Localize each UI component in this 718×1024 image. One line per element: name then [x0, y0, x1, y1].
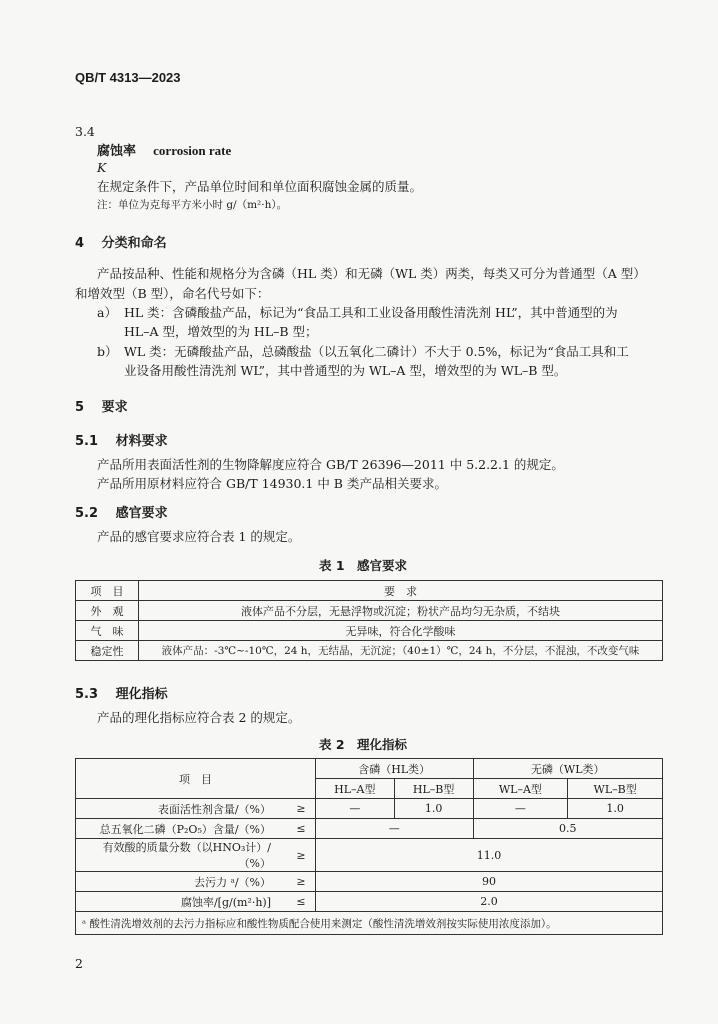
- list-b-line1: WL 类：无磷酸盐产品，总磷酸盐（以五氧化二磷计）不大于 0.5%，标记为“食品工具和工: [124, 344, 629, 359]
- list-b-line2: 业设备用酸性清洗剂 WL”，其中普通型的为 WL–A 型，增效型的为 WL–B 型。: [124, 363, 567, 378]
- table1-caption: 表 1 感官要求: [319, 558, 408, 573]
- section-5-1-heading: [75, 430, 168, 449]
- table-row: [76, 839, 663, 872]
- term-symbol: K: [97, 160, 107, 175]
- term-note: 注：单位为克每平方米小时 g/（m²·h）。: [97, 199, 288, 211]
- section-4-number: 4: [75, 236, 85, 251]
- table2-sub-wla: WL–A型: [473, 779, 568, 799]
- table2-row-op: ≥: [287, 872, 315, 892]
- table2-row-op: ≤: [287, 819, 315, 839]
- table-row: [76, 621, 663, 641]
- table2-cell: —: [315, 819, 473, 839]
- section-4-title: 分类和命名: [101, 236, 167, 251]
- list-a-marker: a）: [97, 305, 117, 320]
- table2-sub-hlb: HL–B型: [394, 779, 473, 799]
- table2-row-name: 总五氧化二磷（P₂O₅）含量/（%）: [76, 819, 288, 839]
- table2-row-name: 表面活性剂含量/（%）: [76, 799, 288, 819]
- table2-row-op: ≥: [287, 839, 315, 872]
- table2-cell: 90: [315, 872, 662, 892]
- table2-sub-wlb: WL–B型: [568, 779, 663, 799]
- section-5-3-number: 5.3: [75, 687, 99, 702]
- term-heading: [97, 140, 231, 159]
- section-5-2-heading: [75, 502, 168, 521]
- table-row: [76, 799, 663, 819]
- table2-row-op: ≤: [287, 892, 315, 912]
- section-4-heading: [75, 232, 167, 251]
- section-5-1-line1: 产品所用表面活性剂的生物降解度应符合 GB/T 26396—2011 中 5.2.2.1 的规定。: [97, 457, 564, 472]
- table-row: [76, 892, 663, 912]
- table2-header-row1: [76, 759, 663, 779]
- table2-cell: 1.0: [568, 799, 663, 819]
- table1-row-item: 稳定性: [76, 641, 139, 661]
- section-5-1-line2: 产品所用原材料应符合 GB/T 14930.1 中 B 类产品相关要求。: [97, 476, 447, 491]
- table-row: [76, 819, 663, 839]
- table2-cell: 0.5: [473, 819, 663, 839]
- section-5-1-number: 5.1: [75, 434, 99, 449]
- table-row: [76, 641, 663, 661]
- section-5-number: 5: [75, 400, 85, 415]
- section-5-2-number: 5.2: [75, 506, 99, 521]
- table1-row-item: 外 观: [76, 601, 139, 621]
- clause-3-4-number: 3.4: [75, 124, 95, 139]
- section-4-intro-line1: 产品按品种、性能和规格分为含磷（HL 类）和无磷（WL 类）两类，每类又可分为普通型（A 型）: [97, 266, 646, 281]
- table1-head-item: 项 目: [76, 581, 139, 601]
- term-en: corrosion rate: [153, 143, 232, 158]
- section-5-3-title: 理化指标: [115, 687, 168, 702]
- section-5-2-line1: 产品的感官要求应符合表 1 的规定。: [97, 529, 301, 544]
- section-4-intro-line2: 和增效型（B 型），命名代号如下：: [75, 286, 270, 301]
- table-row: [76, 872, 663, 892]
- table2-cell: 11.0: [315, 839, 662, 872]
- table2-group-hl: 含磷（HL类）: [315, 759, 473, 779]
- table1-row-req: 液体产品：-3℃~-10℃，24 h，无结晶，无沉淀；（40±1）℃，24 h，不分层，不混浊，不改变气味: [139, 641, 663, 661]
- table2: [75, 758, 663, 935]
- table2-cell: —: [315, 799, 394, 819]
- table1-header-row: [76, 581, 663, 601]
- table2-sub-hla: HL–A型: [315, 779, 394, 799]
- table2-group-wl: 无磷（WL类）: [473, 759, 663, 779]
- section-5-3-line1: 产品的理化指标应符合表 2 的规定。: [97, 710, 301, 725]
- section-5-3-heading: [75, 683, 168, 702]
- table2-footnote-row: [76, 912, 663, 935]
- table2-footnote: ᵃ 酸性清洗增效剂的去污力指标应和酸性物质配合使用来测定（酸性清洗增效剂按实际使用浓度添加）。: [76, 912, 663, 935]
- list-b-marker: b）: [97, 344, 118, 359]
- standard-number: QB/T 4313—2023: [75, 70, 181, 85]
- term-definition: 在规定条件下，产品单位时间和单位面积腐蚀金属的质量。: [97, 179, 423, 194]
- table1-head-req: 要 求: [139, 581, 663, 601]
- section-5-1-title: 材料要求: [115, 434, 168, 449]
- section-5-2-title: 感官要求: [115, 506, 168, 521]
- section-5-title: 要求: [101, 400, 128, 415]
- table1-row-req: 液体产品不分层，无悬浮物或沉淀；粉状产品均匀无杂质，不结块: [139, 601, 663, 621]
- table2-cell: 2.0: [315, 892, 662, 912]
- table2-cell: —: [473, 799, 568, 819]
- term-zh: 腐蚀率: [97, 144, 137, 159]
- table1: [75, 580, 663, 661]
- list-a-line2: HL–A 型，增效型的为 HL–B 型；: [124, 324, 318, 339]
- table2-row-name: 腐蚀率/[g/(m²·h)]: [76, 892, 288, 912]
- table2-row-op: ≥: [287, 799, 315, 819]
- page-number: 2: [75, 956, 83, 971]
- table2-cell: 1.0: [394, 799, 473, 819]
- table2-row-name: 去污力 ᵃ/（%）: [76, 872, 288, 892]
- table2-head-item: 项 目: [76, 759, 316, 799]
- table1-row-item: 气 味: [76, 621, 139, 641]
- table2-caption: 表 2 理化指标: [319, 737, 408, 752]
- table-row: [76, 601, 663, 621]
- table2-row-name: 有效酸的质量分数（以HNO₃计）/（%）: [76, 839, 288, 872]
- list-a-line1: HL 类：含磷酸盐产品，标记为“食品工具和工业设备用酸性清洗剂 HL”，其中普通型的为: [124, 305, 618, 320]
- table1-row-req: 无异味，符合化学酸味: [139, 621, 663, 641]
- section-5-heading: [75, 396, 128, 415]
